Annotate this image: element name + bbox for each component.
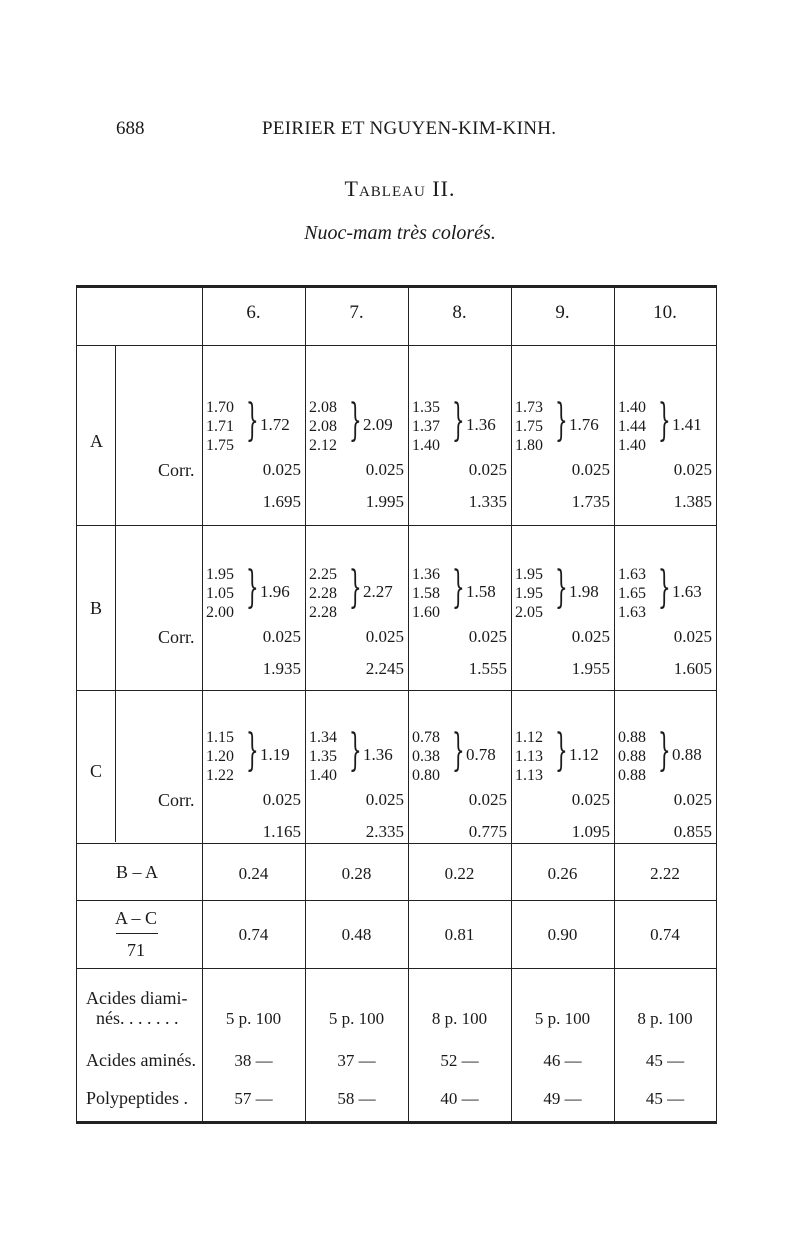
measurement-value: 1.13 [515, 748, 543, 765]
mean-value: 1.12 [569, 745, 599, 764]
corr-label: Corr. [158, 460, 195, 480]
right-brace: } [349, 395, 362, 446]
correction-value: 0.025 [468, 790, 507, 809]
composition-value: 5 p. 100 [328, 1009, 385, 1028]
correction-value: 0.025 [365, 790, 404, 809]
measurement-value: 2.12 [309, 437, 337, 454]
right-brace: } [452, 395, 465, 446]
right-brace: } [658, 562, 671, 613]
ba-value: 0.24 [238, 864, 269, 883]
page-number: 688 [116, 118, 145, 139]
running-head: PEIRIER ET NGUYEN-KIM-KINH. [262, 118, 557, 139]
right-brace: } [658, 725, 671, 776]
composition-label-cont: nés. . . . . . . [96, 1008, 179, 1028]
measurement-value: 1.75 [206, 437, 234, 454]
corrected-value: 1.995 [365, 492, 404, 511]
ac-denominator: 71 [127, 940, 145, 960]
right-brace: } [452, 562, 465, 613]
measurement-value: 0.88 [618, 748, 646, 765]
corrected-value: 1.165 [262, 822, 301, 841]
composition-label: Polypeptides . [86, 1088, 188, 1108]
composition-value: 58 — [337, 1089, 376, 1108]
measurement-value: 1.58 [412, 585, 440, 602]
mean-value: 0.78 [466, 745, 496, 764]
ba-value: 0.28 [341, 864, 372, 883]
table-title: Tableau II. [344, 176, 456, 201]
measurement-value: 1.35 [412, 399, 440, 416]
table-rule [76, 690, 716, 691]
composition-label: Acides diami- [86, 988, 188, 1008]
corr-label: Corr. [158, 790, 195, 810]
measurement-values [515, 728, 543, 785]
composition-value: 38 — [234, 1051, 273, 1070]
composition-value: 46 — [543, 1051, 582, 1070]
column-divider [716, 285, 717, 1124]
measurement-values [309, 728, 337, 785]
mean-value: 2.09 [363, 415, 393, 434]
measurement-value: 1.95 [515, 585, 543, 602]
measurement-value: 1.44 [618, 418, 646, 435]
right-brace: } [555, 562, 568, 613]
measurement-value: 1.63 [618, 566, 646, 583]
correction-value: 0.025 [468, 460, 507, 479]
column-header: 7. [349, 302, 364, 323]
measurement-values [206, 565, 234, 622]
table-rule [76, 968, 716, 969]
ac-value: 0.48 [341, 925, 372, 944]
composition-label: Acides aminés. [86, 1050, 196, 1070]
measurement-value: 1.71 [206, 418, 234, 435]
corrected-value: 1.335 [468, 492, 507, 511]
ac-value: 0.90 [547, 925, 578, 944]
measurement-value: 2.00 [206, 604, 234, 621]
correction-value: 0.025 [673, 627, 712, 646]
measurement-value: 1.75 [515, 418, 543, 435]
measurement-value: 1.35 [309, 748, 337, 765]
composition-value: 57 — [234, 1089, 273, 1108]
composition-value: 45 — [645, 1051, 685, 1070]
measurement-values [515, 398, 543, 455]
corrected-value: 1.935 [262, 659, 301, 678]
group-label: A [90, 431, 103, 451]
corrected-value: 1.555 [468, 659, 507, 678]
right-brace: } [452, 725, 465, 776]
column-divider [202, 288, 203, 1121]
mean-value: 1.98 [569, 582, 599, 601]
correction-value: 0.025 [571, 627, 610, 646]
measurement-value: 2.08 [309, 399, 337, 416]
composition-value: 45 — [645, 1089, 685, 1108]
corrected-value: 2.245 [365, 659, 404, 678]
corrected-value: 0.775 [468, 822, 507, 841]
correction-value: 0.025 [262, 790, 301, 809]
ba-label: B – A [116, 862, 159, 882]
column-divider [614, 288, 615, 1121]
corrected-value: 0.855 [673, 822, 712, 841]
correction-value: 0.025 [262, 460, 301, 479]
mean-value: 1.58 [466, 582, 496, 601]
column-divider [511, 288, 512, 1121]
composition-value: 8 p. 100 [637, 1009, 693, 1028]
mean-value: 1.41 [672, 415, 702, 434]
mean-value: 1.72 [260, 415, 290, 434]
mean-value: 2.27 [363, 582, 393, 601]
measurement-value: 0.88 [618, 729, 646, 746]
correction-value: 0.025 [673, 790, 712, 809]
correction-value: 0.025 [262, 627, 301, 646]
measurement-value: 2.28 [309, 585, 337, 602]
measurement-value: 1.40 [412, 437, 440, 454]
composition-value: 5 p. 100 [225, 1009, 282, 1028]
measurement-value: 1.70 [206, 399, 234, 416]
mean-value: 1.36 [363, 745, 393, 764]
column-divider [115, 345, 116, 842]
mean-value: 1.36 [466, 415, 496, 434]
table-rule [76, 525, 716, 526]
measurement-value: 0.78 [412, 729, 440, 746]
ac-numerator: A – C [114, 908, 157, 928]
composition-value: 52 — [440, 1051, 479, 1070]
correction-value: 0.025 [571, 460, 610, 479]
right-brace: } [246, 562, 259, 613]
measurement-value: 1.13 [515, 767, 543, 784]
corrected-value: 1.735 [571, 492, 610, 511]
measurement-value: 1.95 [206, 566, 234, 583]
measurement-value: 2.05 [515, 604, 543, 621]
measurement-values [206, 728, 234, 785]
measurement-value: 0.88 [618, 767, 646, 784]
correction-value: 0.025 [673, 460, 712, 479]
measurement-values [206, 398, 234, 455]
measurement-value: 2.25 [309, 566, 337, 583]
measurement-value: 2.08 [309, 418, 337, 435]
composition-value: 5 p. 100 [534, 1009, 591, 1028]
measurement-value: 1.36 [412, 566, 440, 583]
measurement-value: 1.80 [515, 437, 543, 454]
measurement-values [309, 398, 337, 455]
corrected-value: 1.955 [571, 659, 610, 678]
table-rule [76, 345, 716, 346]
column-divider [305, 288, 306, 1121]
measurement-values [618, 728, 646, 785]
table-subtitle: Nuoc-mam très colorés. [304, 222, 496, 244]
ba-value: 2.22 [650, 864, 680, 883]
measurement-value: 1.15 [206, 729, 234, 746]
column-divider [408, 288, 409, 1121]
measurement-value: 1.12 [515, 729, 543, 746]
measurement-value: 1.73 [515, 399, 543, 416]
table-rule [76, 285, 716, 288]
measurement-value: 1.60 [412, 604, 440, 621]
column-header: 9. [555, 302, 570, 323]
column-header: 6. [246, 302, 261, 323]
mean-value: 1.96 [260, 582, 290, 601]
measurement-values [412, 398, 440, 455]
correction-value: 0.025 [468, 627, 507, 646]
measurement-values [515, 565, 543, 622]
correction-value: 0.025 [365, 460, 404, 479]
ba-value: 0.22 [444, 864, 475, 883]
corrected-value: 1.605 [673, 659, 712, 678]
measurement-value: 1.37 [412, 418, 440, 435]
measurement-value: 1.20 [206, 748, 234, 765]
measurement-values [412, 728, 440, 785]
measurement-value: 1.40 [618, 437, 646, 454]
corrected-value: 1.095 [571, 822, 610, 841]
measurement-value: 0.38 [412, 748, 440, 765]
measurement-values [618, 398, 646, 455]
fraction-bar [116, 933, 158, 934]
corrected-value: 1.695 [262, 492, 301, 511]
composition-value: 49 — [543, 1089, 582, 1108]
table-rule [76, 900, 716, 901]
mean-value: 1.63 [672, 582, 702, 601]
composition-value: 40 — [440, 1089, 479, 1108]
measurement-value: 1.34 [309, 729, 337, 746]
measurement-value: 1.05 [206, 585, 234, 602]
mean-value: 1.19 [260, 745, 290, 764]
right-brace: } [349, 725, 362, 776]
measurement-values [618, 565, 646, 622]
ba-value: 0.26 [547, 864, 578, 883]
right-brace: } [349, 562, 362, 613]
measurement-value: 1.40 [618, 399, 646, 416]
composition-value: 8 p. 100 [431, 1009, 488, 1028]
composition-value: 37 — [337, 1051, 376, 1070]
column-header: 8. [452, 302, 467, 323]
column-header: 10. [653, 302, 677, 323]
ac-value: 0.81 [444, 925, 475, 944]
measurement-value: 1.95 [515, 566, 543, 583]
mean-value: 1.76 [569, 415, 599, 434]
column-divider [76, 285, 77, 1124]
ac-value: 0.74 [650, 925, 680, 944]
ac-value: 0.74 [238, 925, 269, 944]
measurement-value: 2.28 [309, 604, 337, 621]
corrected-value: 2.335 [365, 822, 404, 841]
measurement-value: 1.22 [206, 767, 234, 784]
right-brace: } [555, 395, 568, 446]
right-brace: } [246, 725, 259, 776]
corrected-value: 1.385 [673, 492, 712, 511]
measurement-value: 1.65 [618, 585, 646, 602]
right-brace: } [658, 395, 671, 446]
measurement-values [412, 565, 440, 622]
corr-label: Corr. [158, 627, 195, 647]
measurement-values [309, 565, 337, 622]
measurement-value: 0.80 [412, 767, 440, 784]
measurement-value: 1.40 [309, 767, 337, 784]
table-rule [76, 1121, 716, 1124]
group-label: C [90, 761, 103, 781]
group-label: B [90, 598, 103, 618]
mean-value: 0.88 [672, 745, 702, 764]
table-rule [76, 843, 716, 844]
correction-value: 0.025 [365, 627, 404, 646]
measurement-value: 1.63 [618, 604, 646, 621]
correction-value: 0.025 [571, 790, 610, 809]
right-brace: } [246, 395, 259, 446]
right-brace: } [555, 725, 568, 776]
